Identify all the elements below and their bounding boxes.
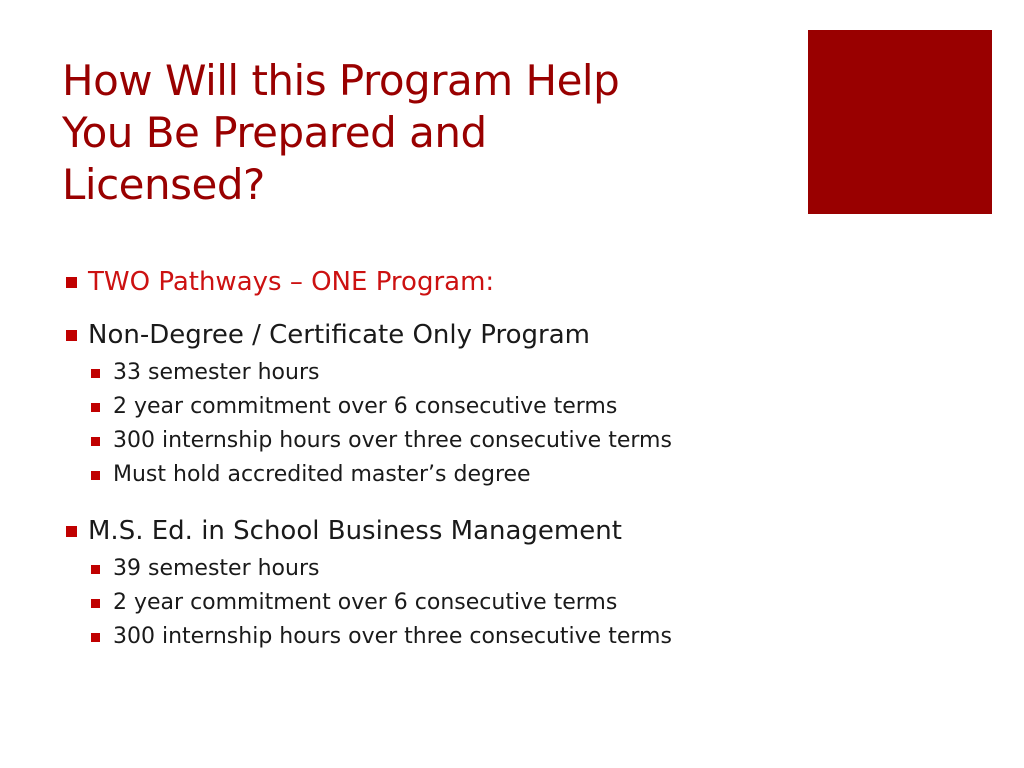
sub-bullet-text: 2 year commitment over 6 consecutive terms (113, 394, 618, 419)
bullet-square-icon (91, 565, 100, 574)
bullet-square-icon (91, 599, 100, 608)
sub-bullet-text: 300 internship hours over three consecutive terms (113, 428, 672, 453)
sub-bullet-text: Must hold accredited master’s degree (113, 462, 531, 487)
sub-bullet-text: 39 semester hours (113, 556, 320, 581)
bullet-square-icon (66, 277, 77, 288)
sub-bullet (89, 390, 964, 424)
bullet-pathways (64, 264, 964, 300)
bullet-square-icon (91, 437, 100, 446)
title-line-2: You Be Prepared and (62, 108, 487, 157)
bullet-square-icon (91, 633, 100, 642)
bullet-msed-program (64, 513, 964, 549)
sub-bullet (89, 424, 964, 458)
sub-bullet (89, 458, 964, 492)
sub-bullet (89, 552, 964, 586)
bullet-square-icon (66, 526, 77, 537)
title-line-1: How Will this Program Help (62, 56, 620, 105)
sub-bullet-text: 300 internship hours over three consecutive terms (113, 624, 672, 649)
bullet-square-icon (91, 369, 100, 378)
bullet-text: TWO Pathways – ONE Program: (88, 267, 495, 297)
sub-bullet (89, 620, 964, 654)
bullet-text: M.S. Ed. in School Business Management (88, 516, 622, 546)
sub-bullet-text: 33 semester hours (113, 360, 320, 385)
bullet-square-icon (66, 330, 77, 341)
slide-body (64, 264, 964, 654)
accent-block (808, 30, 992, 214)
bullet-certificate-program (64, 317, 964, 353)
slide-title (62, 55, 782, 211)
sub-bullet-text: 2 year commitment over 6 consecutive terms (113, 590, 618, 615)
bullet-square-icon (91, 471, 100, 480)
sub-bullet (89, 586, 964, 620)
bullet-text: Non-Degree / Certificate Only Program (88, 320, 590, 350)
bullet-square-icon (91, 403, 100, 412)
title-line-3: Licensed? (62, 160, 265, 209)
sub-bullet (89, 356, 964, 390)
